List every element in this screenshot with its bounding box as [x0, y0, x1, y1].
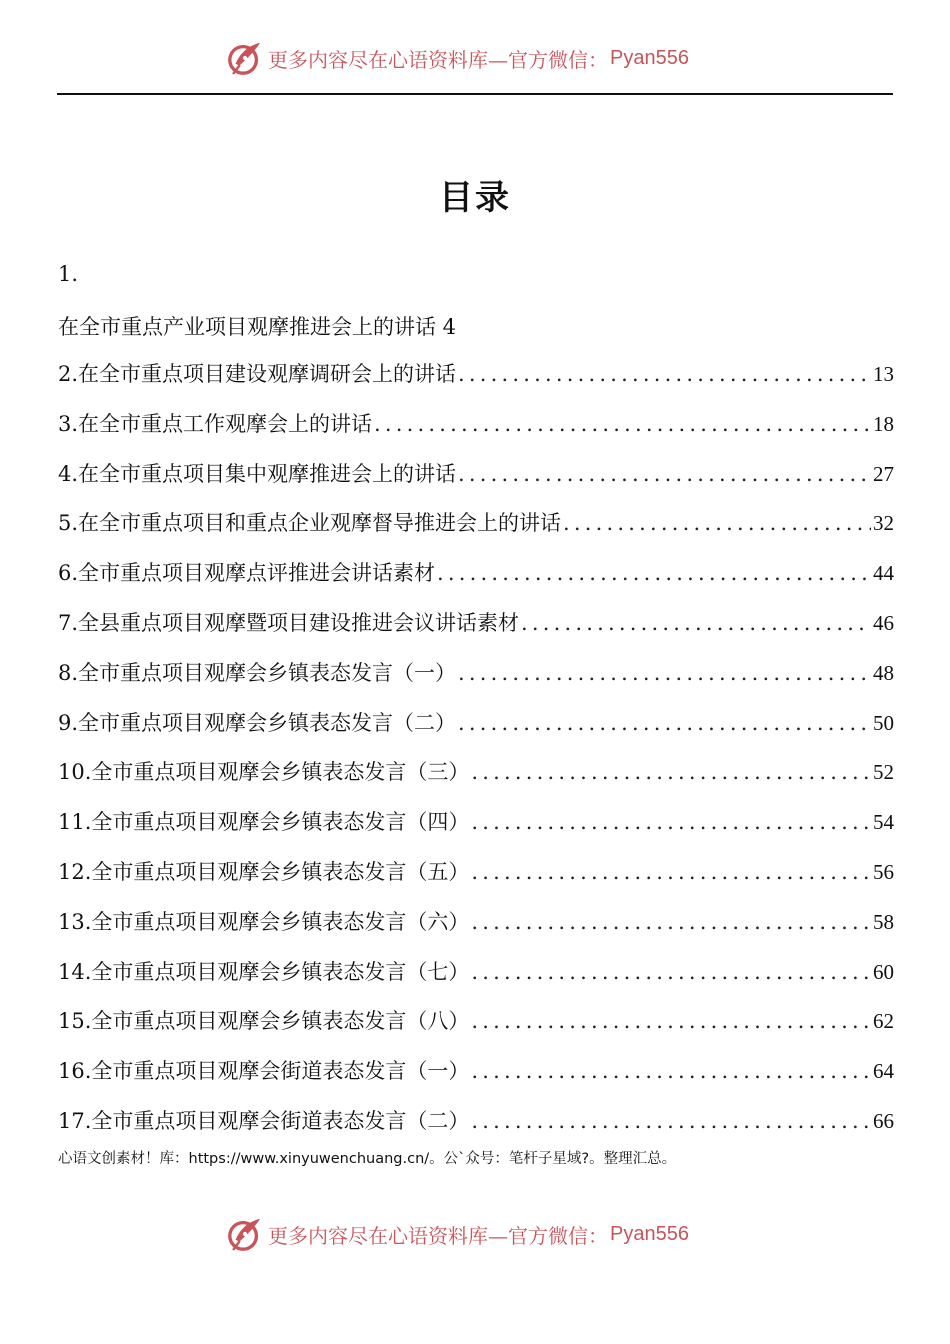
toc-leader-dots: [521, 611, 871, 635]
footer-brand: [226, 1212, 689, 1256]
toc-entry[interactable]: [58, 1005, 894, 1055]
toc-leader-dots: [471, 760, 871, 784]
toc-entry-page: 46: [873, 610, 894, 635]
toc-entry-page: 44: [873, 561, 894, 586]
toc-entry-label: 12.全市重点项目观摩会乡镇表态发言（五）: [58, 859, 470, 884]
header-wechat-id: Pyan556: [610, 46, 689, 69]
toc-entry-page: 56: [873, 859, 894, 884]
toc-entry-label: 6.全市重点项目观摩点评推进会讲话素材: [58, 561, 436, 586]
toc-first-number: 1.: [58, 262, 79, 286]
toc-leader-dots: [458, 462, 871, 486]
toc-entry-page: 64: [873, 1059, 894, 1084]
toc-entry-label: 15.全市重点项目观摩会乡镇表态发言（八）: [58, 1009, 470, 1034]
toc-entry-label: 4.在全市重点项目集中观摩推进会上的讲话: [58, 461, 457, 486]
toc-entry-label: 16.全市重点项目观摩会街道表态发言（一）: [58, 1059, 470, 1084]
toc-entry[interactable]: [58, 756, 894, 806]
toc-entry-label: 17.全市重点项目观摩会街道表态发言（二）: [58, 1108, 470, 1133]
toc-entry-page: 58: [873, 909, 894, 934]
toc-leader-dots: [437, 561, 871, 585]
toc-entry-page: 18: [873, 411, 894, 436]
toc-entry-label: 14.全市重点项目观摩会乡镇表态发言（七）: [58, 959, 470, 984]
header-brand: [226, 36, 689, 80]
toc-entry-label: 3.在全市重点工作观摩会上的讲话: [58, 411, 373, 436]
toc-leader-dots: [471, 1059, 871, 1083]
toc-entry-label: 8.全市重点项目观摩会乡镇表态发言（一）: [58, 660, 457, 685]
toc-entry-page: 48: [873, 660, 894, 685]
toc-entry[interactable]: [58, 906, 894, 956]
toc-entry[interactable]: [58, 458, 894, 508]
toc-entry[interactable]: [58, 507, 894, 557]
toc-leader-dots: [374, 412, 871, 436]
toc-entry[interactable]: [58, 607, 894, 657]
toc-entry[interactable]: [58, 856, 894, 906]
toc-entry-label: 2.在全市重点项目建设观摩调研会上的讲话: [58, 362, 457, 386]
toc-leader-dots: [458, 661, 871, 685]
toc-entry-page: 32: [873, 511, 894, 536]
toc-leader-dots: [471, 810, 871, 834]
toc-entry[interactable]: [58, 806, 894, 856]
toc-entry-label: 7.全县重点项目观摩暨项目建设推进会议讲话素材: [58, 610, 520, 635]
toc-entry-label: 9.全市重点项目观摩会乡镇表态发言（二）: [58, 710, 457, 735]
page-header: [0, 36, 950, 80]
toc-leader-dots: [471, 1109, 871, 1133]
toc-entry-page: 62: [873, 1009, 894, 1034]
toc-entry-page: 60: [873, 959, 894, 984]
toc-entry-page: 52: [873, 760, 894, 785]
toc-first-entry: 在全市重点产业项目观摩推进会上的讲话 4: [58, 315, 457, 339]
source-note: 心语文创素材！库：https://www.xinyuwenchuang.cn/。公`众号：笔杆子星域?。整理汇总。: [58, 1151, 677, 1167]
toc-entry[interactable]: [58, 657, 894, 707]
toc-leader-dots: [471, 960, 871, 984]
toc-entry-label: 11.全市重点项目观摩会乡镇表态发言（四）: [58, 810, 470, 835]
page-footer: [0, 1212, 950, 1256]
toc-leader-dots: [458, 362, 871, 386]
toc-entry[interactable]: [58, 956, 894, 1006]
toc-entry[interactable]: [58, 1055, 894, 1105]
toc-entry-page: 54: [873, 810, 894, 835]
toc-entry-page: 66: [873, 1108, 894, 1133]
toc-leader-dots: [471, 860, 871, 884]
header-slogan: 更多内容尽在心语资料库—官方微信：: [268, 47, 608, 72]
toc-list: [58, 358, 894, 1155]
toc-entry[interactable]: [58, 557, 894, 607]
quill-logo-icon: [226, 1215, 264, 1253]
toc-entry-page: 50: [873, 710, 894, 735]
toc-entry-label: 10.全市重点项目观摩会乡镇表态发言（三）: [58, 760, 470, 785]
footer-wechat-id: Pyan556: [610, 1222, 689, 1245]
toc-leader-dots: [563, 511, 871, 535]
toc-entry-label: 13.全市重点项目观摩会乡镇表态发言（六）: [58, 909, 470, 934]
toc-entry-page: 27: [873, 461, 894, 486]
toc-entry[interactable]: [58, 707, 894, 757]
toc-leader-dots: [458, 711, 871, 735]
toc-entry[interactable]: [58, 358, 894, 408]
toc-entry[interactable]: [58, 408, 894, 458]
toc-leader-dots: [471, 1009, 871, 1033]
quill-logo-icon: [226, 39, 264, 77]
toc-entry-page: 13: [873, 362, 894, 386]
footer-slogan: 更多内容尽在心语资料库—官方微信：: [268, 1223, 608, 1248]
toc-leader-dots: [471, 910, 871, 934]
header-divider: [57, 93, 893, 95]
page-title: 目录: [439, 178, 511, 218]
toc-entry-label: 5.在全市重点项目和重点企业观摩督导推进会上的讲话: [58, 511, 562, 536]
